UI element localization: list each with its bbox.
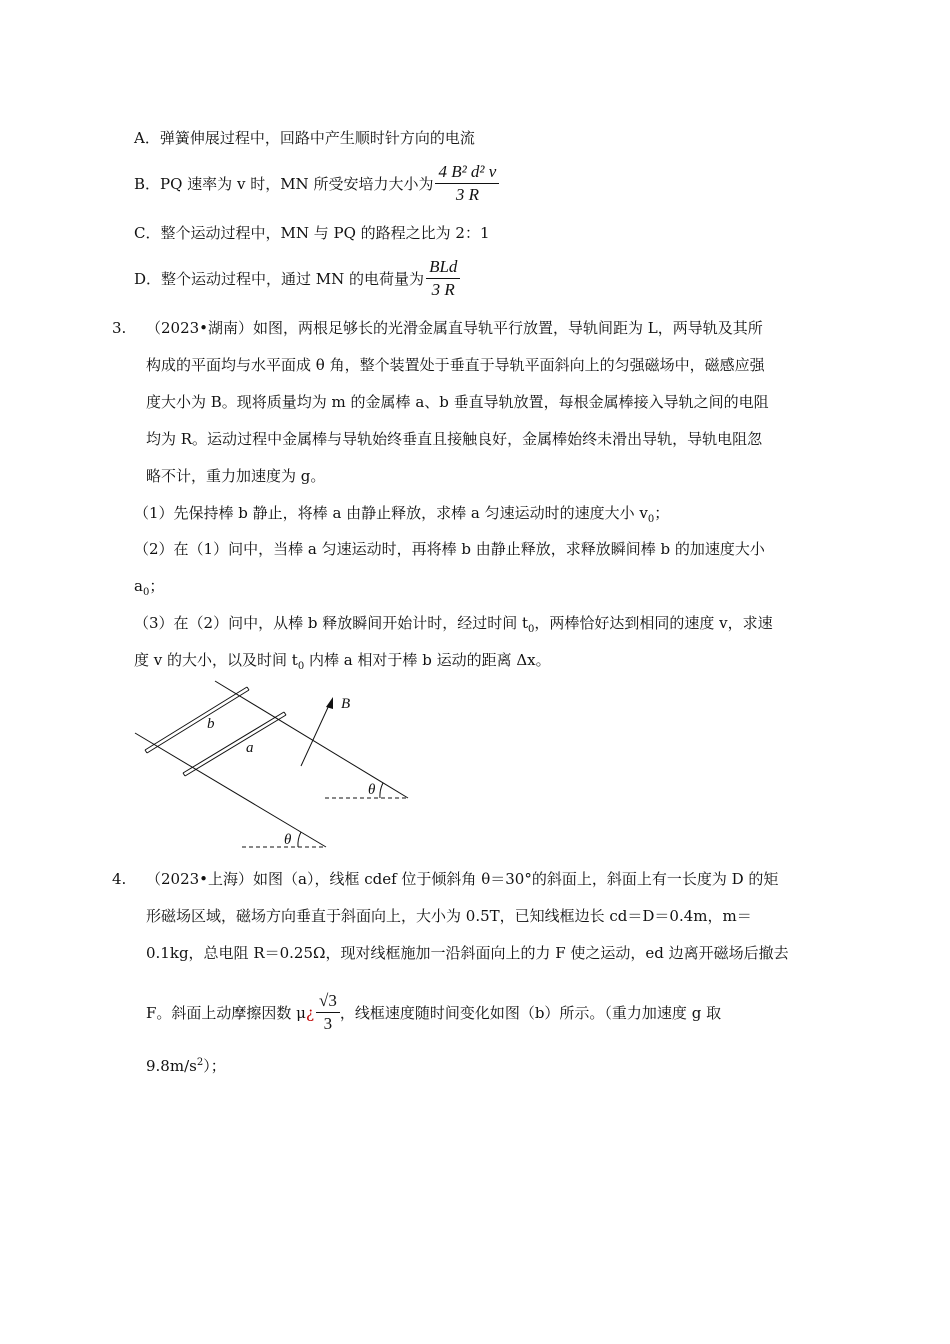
q3-line-2: 构成的平面均与水平面成 θ 角，整个装置处于垂直于导轨平面斜向上的匀强磁场中，磁感应强 (146, 356, 765, 374)
q4-line-5-text-b: ）； (203, 1057, 226, 1075)
q4-line-5-text-a: 9.8m/s (146, 1057, 197, 1075)
option-d-denominator: 3 R (431, 280, 455, 299)
question-4-number: 4. (112, 870, 127, 888)
lower-angle-arc (298, 832, 301, 847)
q3-sub-1 (134, 502, 669, 524)
q4-line-2: 形磁场区域，磁场方向垂直于斜面向上，大小为 0.5T，已知线框边长 cd＝D＝0.4m，m＝ (146, 907, 752, 925)
q4-line-4 (146, 991, 721, 1034)
lower-rail (135, 733, 326, 847)
q3-sub-2-a: a (134, 577, 143, 595)
question-3-number: 3. (112, 319, 127, 337)
q3-line-4: 均为 R。运动过程中金属棒与导轨始终垂直且接触良好，金属棒始终未滑出导轨，导轨电阻忽 (146, 430, 763, 448)
option-d (134, 257, 460, 300)
q4-line-4-text-b: ，线框速度随时间变化如图（b）所示。（重力加速度 g 取 (339, 1003, 722, 1022)
q3-sub-3-line2-text-b: 内棒 a 相对于棒 b 运动的距离 Δx。 (304, 651, 551, 669)
q3-sub-2-subscript: 0 (142, 587, 150, 598)
q3-sub-1-text: （1）先保持棒 b 静止，将棒 a 由静止释放，求棒 a 匀速运动时的速度大小 v (134, 504, 648, 522)
q3-sub-2-end: ； (149, 577, 165, 595)
option-d-numerator: BLd (426, 257, 460, 279)
label-theta-lower: θ (284, 832, 292, 848)
q3-sub-1-end: ； (654, 504, 670, 522)
upper-angle-arc (380, 783, 383, 798)
q4-line-4-mark: ¿ (305, 1003, 314, 1022)
option-b-denominator: 3 R (455, 185, 479, 204)
q4-fraction-numerator: √3 (316, 991, 340, 1013)
q3-sub-3-line2-text-a: 度 v 的大小，以及时间 t (134, 651, 298, 669)
option-b-numerator: 4 B² d² v (435, 162, 499, 184)
label-b: b (207, 716, 215, 732)
q3-line-5: 略不计，重力加速度为 g。 (146, 467, 326, 485)
option-b-text: B．PQ 速率为 v 时，MN 所受安培力大小为 (134, 174, 434, 193)
q4-line-3: 0.1kg，总电阻 R＝0.25Ω，现对线框施加一沿斜面向上的力 F 使之运动，ed 边离开磁场后撤去 (146, 944, 789, 962)
rail-diagram (130, 676, 420, 856)
q4-line-5 (146, 1055, 226, 1077)
q3-sub-1-subscript: 0 (647, 514, 655, 525)
q3-line-3: 度大小为 B。现将质量均为 m 的金属棒 a、b 垂直导轨放置，每根金属棒接入导轨之间的电阻 (146, 393, 769, 411)
q3-sub-3-line2-subscript: 0 (297, 661, 305, 672)
option-a: A．弹簧伸展过程中，回路中产生顺时针方向的电流 (134, 129, 475, 147)
q3-sub-3-subscript: 0 (528, 624, 535, 635)
q4-line-4-text-a: F。斜面上动摩擦因数 μ (146, 1003, 306, 1022)
b-field-arrowhead (326, 697, 333, 709)
upper-rail (215, 681, 408, 798)
q4-line-1: （2023•上海）如图（a），线框 cdef 位于倾斜角 θ＝30°的斜面上，斜面上有一长度为 D 的矩 (146, 870, 779, 888)
q3-sub-2-line-2 (134, 575, 164, 597)
q4-line-5-superscript: 2 (196, 1057, 204, 1068)
label-field-b: B (341, 696, 351, 712)
label-a: a (246, 740, 254, 756)
q4-fraction-denominator: 3 (323, 1014, 333, 1033)
q3-sub-2-line-1: （2）在（1）问中，当棒 a 匀速运动时，再将棒 b 由静止释放，求释放瞬间棒 b 的加速度大小 (134, 540, 765, 558)
option-c: C．整个运动过程中，MN 与 PQ 的路程之比为 2：1 (134, 224, 490, 242)
q4-friction-fraction (316, 991, 340, 1034)
option-b-fraction (435, 162, 499, 205)
b-field-arrow (301, 703, 330, 766)
option-d-text: D．整个运动过程中，通过 MN 的电荷量为 (134, 269, 425, 288)
q3-sub-3-line-1 (134, 612, 773, 634)
label-theta-upper: θ (368, 782, 376, 798)
option-b (134, 162, 499, 205)
option-d-fraction (426, 257, 460, 300)
q3-sub-3-text-b: ，两棒恰好达到相同的速度 v，求速 (534, 614, 773, 632)
q3-sub-3-text-a: （3）在（2）问中，从棒 b 释放瞬间开始计时，经过时间 t (134, 614, 529, 632)
q3-line-1: （2023•湖南）如图，两根足够长的光滑金属直导轨平行放置，导轨间距为 L，两导轨及其所 (146, 319, 763, 337)
q3-sub-3-line-2 (134, 649, 551, 671)
